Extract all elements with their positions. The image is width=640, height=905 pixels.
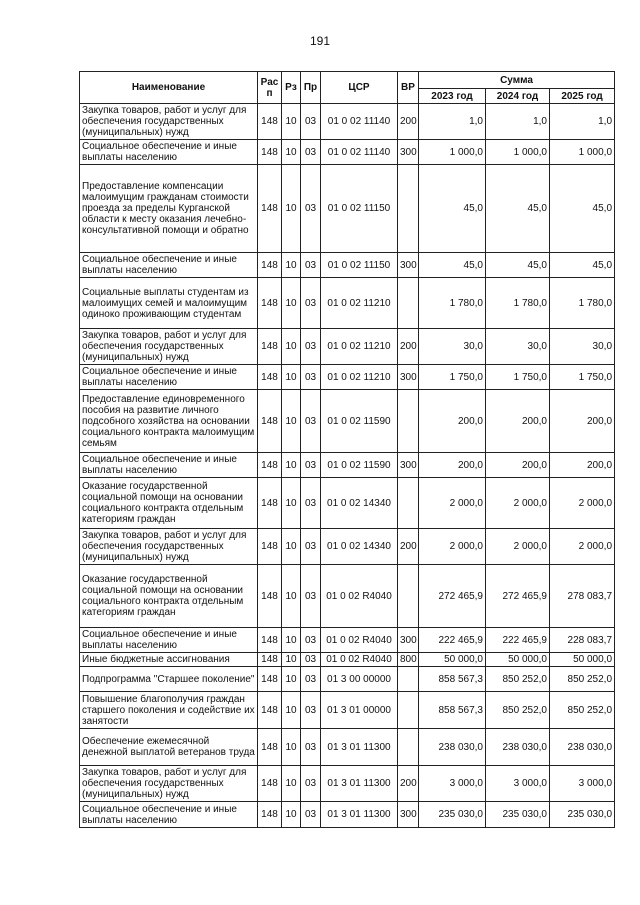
cell-sum-2024: 272 465,9 xyxy=(486,565,550,628)
cell-ras: 148 xyxy=(258,253,282,278)
header-ras: Рас п xyxy=(258,72,282,104)
table-row xyxy=(80,478,615,529)
cell-vr: 200 xyxy=(398,766,419,802)
cell-pr: 03 xyxy=(301,653,321,667)
cell-csr: 01 0 02 11140 xyxy=(321,104,398,140)
cell-sum-2024: 50 000,0 xyxy=(486,653,550,667)
cell-sum-2023: 1 780,0 xyxy=(419,278,486,329)
cell-rz: 10 xyxy=(282,766,301,802)
table-row xyxy=(80,140,615,165)
cell-sum-2025: 50 000,0 xyxy=(550,653,615,667)
cell-vr xyxy=(398,729,419,766)
cell-pr: 03 xyxy=(301,529,321,565)
cell-pr: 03 xyxy=(301,692,321,729)
cell-name: Закупка товаров, работ и услуг для обеспечения государственных (муниципальных) нужд xyxy=(80,529,258,565)
cell-name: Социальные выплаты студентам из малоимущих семей и малоимущим одиноко проживающим студентам xyxy=(80,278,258,329)
cell-name: Социальное обеспечение и иные выплаты населению xyxy=(80,365,258,390)
cell-name: Закупка товаров, работ и услуг для обеспечения государственных (муниципальных) нужд xyxy=(80,766,258,802)
cell-sum-2025: 2 000,0 xyxy=(550,529,615,565)
cell-rz: 10 xyxy=(282,140,301,165)
cell-sum-2024: 1 750,0 xyxy=(486,365,550,390)
cell-rz: 10 xyxy=(282,165,301,253)
cell-sum-2023: 238 030,0 xyxy=(419,729,486,766)
cell-vr xyxy=(398,278,419,329)
cell-vr: 300 xyxy=(398,365,419,390)
cell-sum-2023: 45,0 xyxy=(419,165,486,253)
cell-sum-2024: 1,0 xyxy=(486,104,550,140)
cell-rz: 10 xyxy=(282,329,301,365)
cell-vr: 200 xyxy=(398,329,419,365)
cell-sum-2023: 272 465,9 xyxy=(419,565,486,628)
table-row xyxy=(80,529,615,565)
cell-csr: 01 0 02 R4040 xyxy=(321,653,398,667)
cell-sum-2024: 200,0 xyxy=(486,453,550,478)
header-year-2024: 2024 год xyxy=(486,89,550,104)
cell-vr: 800 xyxy=(398,653,419,667)
cell-csr: 01 0 02 14340 xyxy=(321,529,398,565)
cell-sum-2025: 228 083,7 xyxy=(550,628,615,653)
cell-name: Закупка товаров, работ и услуг для обеспечения государственных (муниципальных) нужд xyxy=(80,104,258,140)
cell-csr: 01 0 02 11210 xyxy=(321,278,398,329)
cell-sum-2024: 238 030,0 xyxy=(486,729,550,766)
header-rz: Рз xyxy=(282,72,301,104)
cell-csr: 01 0 02 R4040 xyxy=(321,628,398,653)
cell-sum-2023: 1 000,0 xyxy=(419,140,486,165)
cell-name: Обеспечение ежемесячной денежной выплатой ветеранов труда xyxy=(80,729,258,766)
cell-pr: 03 xyxy=(301,253,321,278)
cell-pr: 03 xyxy=(301,390,321,453)
table-row xyxy=(80,802,615,828)
cell-rz: 10 xyxy=(282,628,301,653)
header-sum: Сумма xyxy=(419,72,615,89)
cell-sum-2025: 1,0 xyxy=(550,104,615,140)
cell-rz: 10 xyxy=(282,365,301,390)
cell-rz: 10 xyxy=(282,802,301,828)
table-row xyxy=(80,390,615,453)
cell-rz: 10 xyxy=(282,453,301,478)
cell-vr: 200 xyxy=(398,104,419,140)
cell-ras: 148 xyxy=(258,140,282,165)
table-row xyxy=(80,653,615,667)
cell-name: Повышение благополучия граждан старшего поколения и содействие их занятости xyxy=(80,692,258,729)
budget-table xyxy=(79,71,615,828)
cell-sum-2024: 2 000,0 xyxy=(486,478,550,529)
table-row xyxy=(80,278,615,329)
cell-sum-2024: 30,0 xyxy=(486,329,550,365)
cell-sum-2024: 2 000,0 xyxy=(486,529,550,565)
cell-sum-2023: 222 465,9 xyxy=(419,628,486,653)
cell-sum-2025: 850 252,0 xyxy=(550,667,615,692)
cell-ras: 148 xyxy=(258,478,282,529)
cell-ras: 148 xyxy=(258,692,282,729)
cell-vr: 300 xyxy=(398,140,419,165)
cell-rz: 10 xyxy=(282,478,301,529)
table-row xyxy=(80,667,615,692)
cell-pr: 03 xyxy=(301,140,321,165)
cell-name: Социальное обеспечение и иные выплаты населению xyxy=(80,628,258,653)
cell-sum-2023: 30,0 xyxy=(419,329,486,365)
cell-sum-2024: 45,0 xyxy=(486,165,550,253)
cell-sum-2024: 3 000,0 xyxy=(486,766,550,802)
header-name: Наименование xyxy=(80,72,258,104)
cell-sum-2025: 1 000,0 xyxy=(550,140,615,165)
table-row xyxy=(80,329,615,365)
page-number: 191 xyxy=(309,34,331,48)
cell-sum-2025: 45,0 xyxy=(550,253,615,278)
cell-rz: 10 xyxy=(282,667,301,692)
cell-pr: 03 xyxy=(301,365,321,390)
cell-name: Предоставление компенсации малоимущим гражданам стоимости проезда за пределы Курганской области к месту оказания лечебно-консультативной помощи и обратно xyxy=(80,165,258,253)
cell-sum-2024: 235 030,0 xyxy=(486,802,550,828)
cell-ras: 148 xyxy=(258,529,282,565)
cell-sum-2025: 200,0 xyxy=(550,390,615,453)
cell-ras: 148 xyxy=(258,104,282,140)
cell-sum-2023: 200,0 xyxy=(419,390,486,453)
cell-csr: 01 0 02 11210 xyxy=(321,329,398,365)
cell-sum-2024: 850 252,0 xyxy=(486,667,550,692)
cell-sum-2023: 1 750,0 xyxy=(419,365,486,390)
cell-csr: 01 0 02 11590 xyxy=(321,453,398,478)
cell-sum-2025: 850 252,0 xyxy=(550,692,615,729)
table-row xyxy=(80,104,615,140)
cell-rz: 10 xyxy=(282,565,301,628)
cell-ras: 148 xyxy=(258,329,282,365)
cell-sum-2024: 1 780,0 xyxy=(486,278,550,329)
cell-vr xyxy=(398,667,419,692)
cell-csr: 01 0 02 11140 xyxy=(321,140,398,165)
cell-vr xyxy=(398,478,419,529)
cell-sum-2023: 2 000,0 xyxy=(419,478,486,529)
cell-rz: 10 xyxy=(282,729,301,766)
cell-pr: 03 xyxy=(301,329,321,365)
cell-pr: 03 xyxy=(301,278,321,329)
cell-csr: 01 3 00 00000 xyxy=(321,667,398,692)
cell-pr: 03 xyxy=(301,802,321,828)
cell-vr: 300 xyxy=(398,253,419,278)
cell-csr: 01 3 01 11300 xyxy=(321,802,398,828)
cell-sum-2023: 235 030,0 xyxy=(419,802,486,828)
cell-vr: 300 xyxy=(398,802,419,828)
table-row xyxy=(80,453,615,478)
cell-ras: 148 xyxy=(258,565,282,628)
header-year-2025: 2025 год xyxy=(550,89,615,104)
table-row xyxy=(80,253,615,278)
cell-pr: 03 xyxy=(301,565,321,628)
cell-rz: 10 xyxy=(282,390,301,453)
cell-ras: 148 xyxy=(258,628,282,653)
cell-vr xyxy=(398,165,419,253)
table-row xyxy=(80,365,615,390)
cell-vr: 300 xyxy=(398,628,419,653)
cell-name: Социальное обеспечение и иные выплаты населению xyxy=(80,140,258,165)
cell-sum-2023: 2 000,0 xyxy=(419,529,486,565)
cell-rz: 10 xyxy=(282,529,301,565)
cell-vr: 200 xyxy=(398,529,419,565)
cell-csr: 01 0 02 11210 xyxy=(321,365,398,390)
table-row xyxy=(80,766,615,802)
cell-ras: 148 xyxy=(258,365,282,390)
cell-csr: 01 0 02 11590 xyxy=(321,390,398,453)
cell-sum-2024: 850 252,0 xyxy=(486,692,550,729)
cell-pr: 03 xyxy=(301,628,321,653)
cell-name: Социальное обеспечение и иные выплаты населению xyxy=(80,253,258,278)
cell-sum-2025: 1 750,0 xyxy=(550,365,615,390)
cell-sum-2025: 2 000,0 xyxy=(550,478,615,529)
table-row xyxy=(80,165,615,253)
table-row xyxy=(80,692,615,729)
cell-name: Социальное обеспечение и иные выплаты населению xyxy=(80,802,258,828)
cell-name: Предоставление единовременного пособия на развитие личного подсобного хозяйства на основании социального контракта малоимущим семьям xyxy=(80,390,258,453)
cell-name: Подпрограмма "Старшее поколение" xyxy=(80,667,258,692)
cell-ras: 148 xyxy=(258,802,282,828)
cell-pr: 03 xyxy=(301,165,321,253)
cell-pr: 03 xyxy=(301,667,321,692)
cell-ras: 148 xyxy=(258,729,282,766)
cell-sum-2023: 1,0 xyxy=(419,104,486,140)
cell-sum-2023: 45,0 xyxy=(419,253,486,278)
cell-sum-2025: 235 030,0 xyxy=(550,802,615,828)
header-vr: ВР xyxy=(398,72,419,104)
table-row xyxy=(80,729,615,766)
cell-vr xyxy=(398,565,419,628)
cell-rz: 10 xyxy=(282,253,301,278)
table-row xyxy=(80,565,615,628)
cell-vr xyxy=(398,390,419,453)
header-pr: Пр xyxy=(301,72,321,104)
cell-sum-2024: 222 465,9 xyxy=(486,628,550,653)
table-body xyxy=(80,104,615,828)
cell-csr: 01 0 02 11150 xyxy=(321,165,398,253)
cell-rz: 10 xyxy=(282,653,301,667)
cell-name: Оказание государственной социальной помощи на основании социального контракта отдельным категориям граждан xyxy=(80,565,258,628)
cell-sum-2023: 858 567,3 xyxy=(419,692,486,729)
cell-name: Социальное обеспечение и иные выплаты населению xyxy=(80,453,258,478)
cell-sum-2023: 858 567,3 xyxy=(419,667,486,692)
cell-ras: 148 xyxy=(258,165,282,253)
cell-csr: 01 0 02 14340 xyxy=(321,478,398,529)
cell-sum-2025: 278 083,7 xyxy=(550,565,615,628)
cell-name: Закупка товаров, работ и услуг для обеспечения государственных (муниципальных) нужд xyxy=(80,329,258,365)
cell-vr xyxy=(398,692,419,729)
table-row xyxy=(80,628,615,653)
cell-sum-2023: 200,0 xyxy=(419,453,486,478)
cell-ras: 148 xyxy=(258,667,282,692)
cell-csr: 01 0 02 11150 xyxy=(321,253,398,278)
cell-ras: 148 xyxy=(258,390,282,453)
cell-pr: 03 xyxy=(301,104,321,140)
header-csr: ЦСР xyxy=(321,72,398,104)
cell-sum-2024: 45,0 xyxy=(486,253,550,278)
cell-pr: 03 xyxy=(301,453,321,478)
cell-sum-2025: 45,0 xyxy=(550,165,615,253)
cell-csr: 01 3 01 11300 xyxy=(321,766,398,802)
cell-rz: 10 xyxy=(282,278,301,329)
cell-ras: 148 xyxy=(258,766,282,802)
cell-sum-2025: 3 000,0 xyxy=(550,766,615,802)
cell-sum-2023: 50 000,0 xyxy=(419,653,486,667)
cell-name: Оказание государственной социальной помощи на основании социального контракта отдельным категориям граждан xyxy=(80,478,258,529)
cell-sum-2023: 3 000,0 xyxy=(419,766,486,802)
cell-ras: 148 xyxy=(258,653,282,667)
cell-csr: 01 0 02 R4040 xyxy=(321,565,398,628)
cell-sum-2025: 200,0 xyxy=(550,453,615,478)
cell-pr: 03 xyxy=(301,478,321,529)
cell-csr: 01 3 01 11300 xyxy=(321,729,398,766)
cell-ras: 148 xyxy=(258,453,282,478)
cell-rz: 10 xyxy=(282,104,301,140)
cell-sum-2024: 1 000,0 xyxy=(486,140,550,165)
cell-vr: 300 xyxy=(398,453,419,478)
cell-rz: 10 xyxy=(282,692,301,729)
cell-ras: 148 xyxy=(258,278,282,329)
cell-csr: 01 3 01 00000 xyxy=(321,692,398,729)
cell-pr: 03 xyxy=(301,729,321,766)
cell-sum-2025: 238 030,0 xyxy=(550,729,615,766)
cell-sum-2025: 30,0 xyxy=(550,329,615,365)
cell-sum-2025: 1 780,0 xyxy=(550,278,615,329)
cell-pr: 03 xyxy=(301,766,321,802)
cell-sum-2024: 200,0 xyxy=(486,390,550,453)
cell-name: Иные бюджетные ассигнования xyxy=(80,653,258,667)
header-year-2023: 2023 год xyxy=(419,89,486,104)
